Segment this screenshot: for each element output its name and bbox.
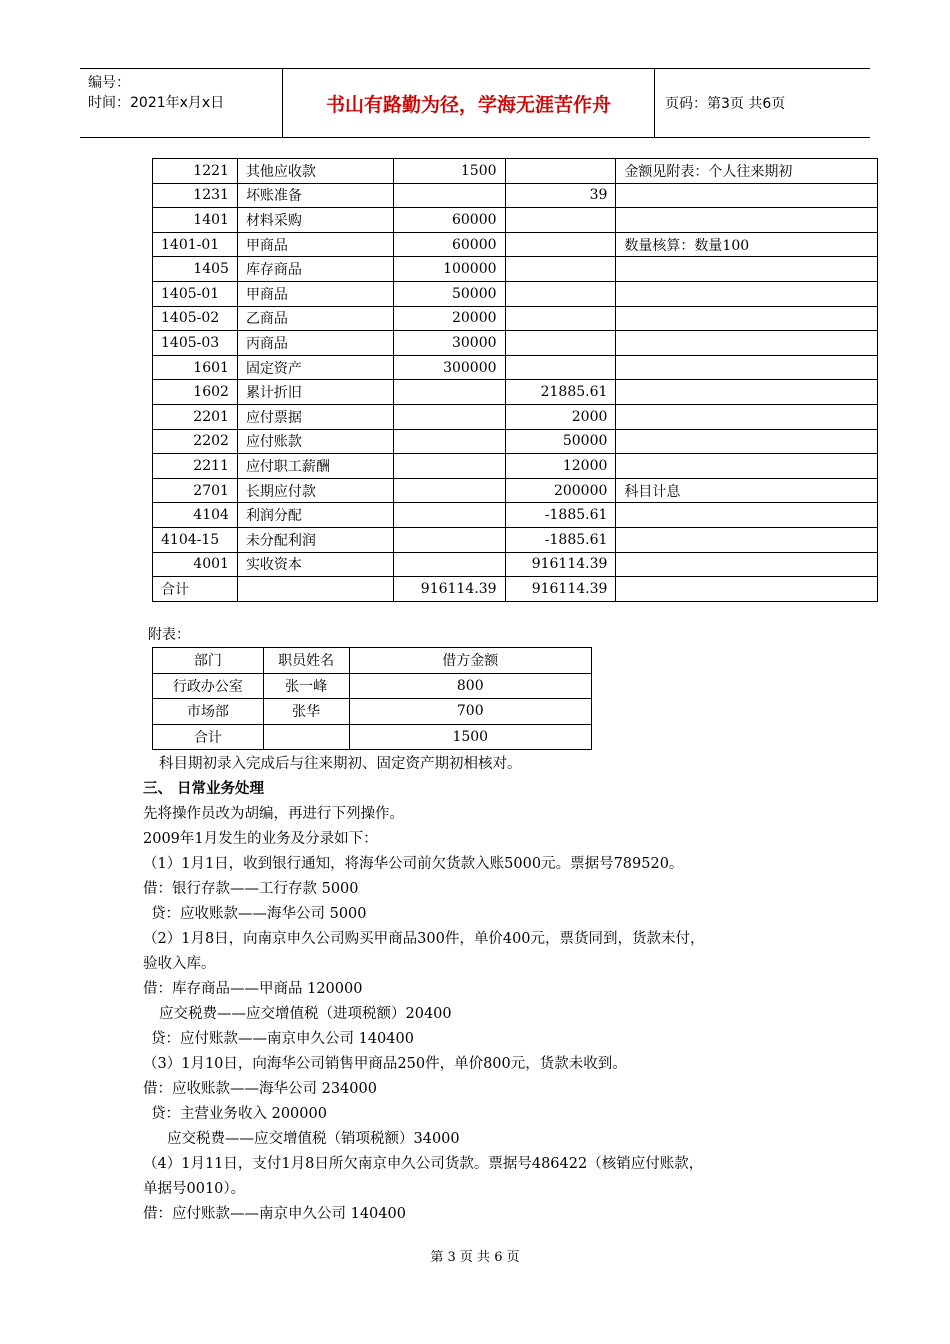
attachment-table bbox=[152, 647, 592, 750]
account-code: 1401-01 bbox=[153, 232, 238, 257]
body-line: （3）1月10日，向海华公司销售甲商品250件，单价800元，货款未收到。 bbox=[143, 1056, 627, 1072]
header-meta bbox=[80, 69, 282, 137]
body-line: 应交税费——应交增值税（进项税额）20400 bbox=[159, 1006, 452, 1022]
body-line: 先将操作员改为胡编，再进行下列操作。 bbox=[143, 806, 404, 822]
account-name: 累计折旧 bbox=[237, 380, 393, 405]
attachment-header-row bbox=[153, 648, 592, 674]
table-row bbox=[153, 159, 878, 184]
credit-amount: 2000 bbox=[505, 404, 616, 429]
remark bbox=[616, 183, 878, 208]
remark bbox=[616, 208, 878, 233]
account-name bbox=[237, 577, 393, 602]
account-name: 乙商品 bbox=[237, 306, 393, 331]
account-code: 2701 bbox=[153, 478, 238, 503]
account-name: 甲商品 bbox=[237, 232, 393, 257]
account-name: 库存商品 bbox=[237, 257, 393, 282]
body-line: 贷：应收账款——海华公司 5000 bbox=[151, 906, 367, 922]
remark bbox=[616, 503, 878, 528]
account-name: 固定资产 bbox=[237, 355, 393, 380]
account-code: 1405-03 bbox=[153, 331, 238, 356]
header-debit-amount: 借方金额 bbox=[349, 648, 591, 674]
header-motto: 书山有路勤为径，学海无涯苦作舟 bbox=[282, 69, 655, 137]
remark bbox=[616, 355, 878, 380]
cell-department: 行政办公室 bbox=[153, 673, 264, 699]
debit-amount: 50000 bbox=[393, 281, 505, 306]
table-row bbox=[153, 404, 878, 429]
body-line: 应交税费——应交增值税（销项税额）34000 bbox=[167, 1131, 460, 1147]
table-row bbox=[153, 552, 878, 577]
credit-amount: 12000 bbox=[505, 454, 616, 479]
section-title: 三、 日常业务处理 bbox=[143, 781, 265, 797]
cell-total-label: 合计 bbox=[153, 724, 264, 750]
account-code: 2211 bbox=[153, 454, 238, 479]
account-code: 4104 bbox=[153, 503, 238, 528]
table-row bbox=[153, 232, 878, 257]
remark bbox=[616, 331, 878, 356]
remark bbox=[616, 577, 878, 602]
attachment-total-row bbox=[153, 724, 592, 750]
body-line: 贷：应付账款——南京申久公司 140400 bbox=[151, 1031, 414, 1047]
account-name: 长期应付款 bbox=[237, 478, 393, 503]
account-code: 1231 bbox=[153, 183, 238, 208]
table-row bbox=[153, 281, 878, 306]
table-row bbox=[153, 355, 878, 380]
remark bbox=[616, 454, 878, 479]
account-code: 合计 bbox=[153, 577, 238, 602]
account-code: 1401 bbox=[153, 208, 238, 233]
debit-amount: 1500 bbox=[393, 159, 505, 184]
table-row bbox=[153, 208, 878, 233]
cell-amount: 800 bbox=[349, 673, 591, 699]
debit-amount bbox=[393, 429, 505, 454]
account-name: 其他应收款 bbox=[237, 159, 393, 184]
credit-amount bbox=[505, 306, 616, 331]
body-line: （4）1月11日，支付1月8日所欠南京申久公司货款。票据号486422（核销应付账款， bbox=[143, 1156, 704, 1172]
attachment-row bbox=[153, 673, 592, 699]
page-footer: 第 3 页 共 6 页 bbox=[430, 1250, 520, 1265]
debit-amount bbox=[393, 183, 505, 208]
credit-amount: 916114.39 bbox=[505, 577, 616, 602]
document-body bbox=[143, 752, 823, 1227]
credit-amount bbox=[505, 232, 616, 257]
credit-amount: 21885.61 bbox=[505, 380, 616, 405]
credit-amount: 50000 bbox=[505, 429, 616, 454]
debit-amount bbox=[393, 503, 505, 528]
body-line: 验收入库。 bbox=[143, 956, 216, 972]
account-name: 坏账准备 bbox=[237, 183, 393, 208]
cell-amount: 700 bbox=[349, 699, 591, 725]
body-line: 借：库存商品——甲商品 120000 bbox=[143, 981, 363, 997]
account-code: 4104-15 bbox=[153, 527, 238, 552]
credit-amount: 200000 bbox=[505, 478, 616, 503]
credit-amount: 39 bbox=[505, 183, 616, 208]
header-department: 部门 bbox=[153, 648, 264, 674]
account-name: 未分配利润 bbox=[237, 527, 393, 552]
remark bbox=[616, 404, 878, 429]
account-code: 2201 bbox=[153, 404, 238, 429]
account-balance-table bbox=[152, 158, 878, 602]
cell-department: 市场部 bbox=[153, 699, 264, 725]
table-row bbox=[153, 380, 878, 405]
debit-amount bbox=[393, 527, 505, 552]
account-name: 甲商品 bbox=[237, 281, 393, 306]
attachment-label: 附表： bbox=[148, 627, 190, 643]
account-code: 1602 bbox=[153, 380, 238, 405]
account-code: 1221 bbox=[153, 159, 238, 184]
account-code: 4001 bbox=[153, 552, 238, 577]
account-name: 应付职工薪酬 bbox=[237, 454, 393, 479]
remark: 金额见附表：个人往来期初 bbox=[616, 159, 878, 184]
debit-amount bbox=[393, 478, 505, 503]
body-line: 借：应收账款——海华公司 234000 bbox=[143, 1081, 377, 1097]
page-header bbox=[80, 68, 870, 138]
table-row bbox=[153, 306, 878, 331]
debit-amount: 60000 bbox=[393, 208, 505, 233]
remark: 科目计息 bbox=[616, 478, 878, 503]
body-line: 2009年1月发生的业务及分录如下： bbox=[143, 831, 378, 847]
account-name: 应付账款 bbox=[237, 429, 393, 454]
credit-amount bbox=[505, 331, 616, 356]
credit-amount bbox=[505, 355, 616, 380]
number-label: 编号： bbox=[88, 75, 130, 91]
table-row bbox=[153, 429, 878, 454]
account-name: 利润分配 bbox=[237, 503, 393, 528]
body-line: （2）1月8日，向南京申久公司购买甲商品300件，单价400元，票货同到，货款未付， bbox=[143, 931, 705, 947]
body-line: 借：银行存款——工行存款 5000 bbox=[143, 881, 359, 897]
header-page-info: 页码：第3页 共6页 bbox=[665, 96, 786, 112]
credit-amount bbox=[505, 159, 616, 184]
credit-amount bbox=[505, 281, 616, 306]
time-label: 时间：2021年x月x日 bbox=[88, 95, 225, 111]
remark bbox=[616, 380, 878, 405]
cell-employee: 张一峰 bbox=[263, 673, 349, 699]
credit-amount: -1885.61 bbox=[505, 527, 616, 552]
debit-amount: 300000 bbox=[393, 355, 505, 380]
account-name: 丙商品 bbox=[237, 331, 393, 356]
cell-employee bbox=[263, 724, 349, 750]
body-line: 单据号0010）。 bbox=[143, 1181, 246, 1197]
remark bbox=[616, 306, 878, 331]
credit-amount: 916114.39 bbox=[505, 552, 616, 577]
debit-amount bbox=[393, 552, 505, 577]
table-row bbox=[153, 454, 878, 479]
table-row bbox=[153, 577, 878, 602]
table-row bbox=[153, 257, 878, 282]
credit-amount: -1885.61 bbox=[505, 503, 616, 528]
account-code: 1405-01 bbox=[153, 281, 238, 306]
reconcile-note: 科目期初录入完成后与往来期初、固定资产期初相核对。 bbox=[159, 756, 522, 772]
remark bbox=[616, 257, 878, 282]
account-name: 材料采购 bbox=[237, 208, 393, 233]
debit-amount: 30000 bbox=[393, 331, 505, 356]
account-code: 1601 bbox=[153, 355, 238, 380]
debit-amount: 20000 bbox=[393, 306, 505, 331]
table-row bbox=[153, 478, 878, 503]
debit-amount: 100000 bbox=[393, 257, 505, 282]
debit-amount bbox=[393, 454, 505, 479]
attachment-row bbox=[153, 699, 592, 725]
account-name: 应付票据 bbox=[237, 404, 393, 429]
debit-amount: 60000 bbox=[393, 232, 505, 257]
account-code: 1405-02 bbox=[153, 306, 238, 331]
table-row bbox=[153, 183, 878, 208]
remark bbox=[616, 281, 878, 306]
debit-amount: 916114.39 bbox=[393, 577, 505, 602]
remark bbox=[616, 527, 878, 552]
account-code: 2202 bbox=[153, 429, 238, 454]
debit-amount bbox=[393, 380, 505, 405]
table-row bbox=[153, 503, 878, 528]
cell-total-amount: 1500 bbox=[349, 724, 591, 750]
header-employee: 职员姓名 bbox=[263, 648, 349, 674]
body-line: （1）1月1日，收到银行通知，将海华公司前欠货款入账5000元。票据号789520。 bbox=[143, 856, 684, 872]
remark bbox=[616, 429, 878, 454]
table-row bbox=[153, 527, 878, 552]
credit-amount bbox=[505, 208, 616, 233]
account-code: 1405 bbox=[153, 257, 238, 282]
account-name: 实收资本 bbox=[237, 552, 393, 577]
remark: 数量核算：数量100 bbox=[616, 232, 878, 257]
debit-amount bbox=[393, 404, 505, 429]
body-line: 借：应付账款——南京申久公司 140400 bbox=[143, 1206, 406, 1222]
table-row bbox=[153, 331, 878, 356]
body-line: 贷：主营业务收入 200000 bbox=[151, 1106, 327, 1122]
remark bbox=[616, 552, 878, 577]
cell-employee: 张华 bbox=[263, 699, 349, 725]
credit-amount bbox=[505, 257, 616, 282]
